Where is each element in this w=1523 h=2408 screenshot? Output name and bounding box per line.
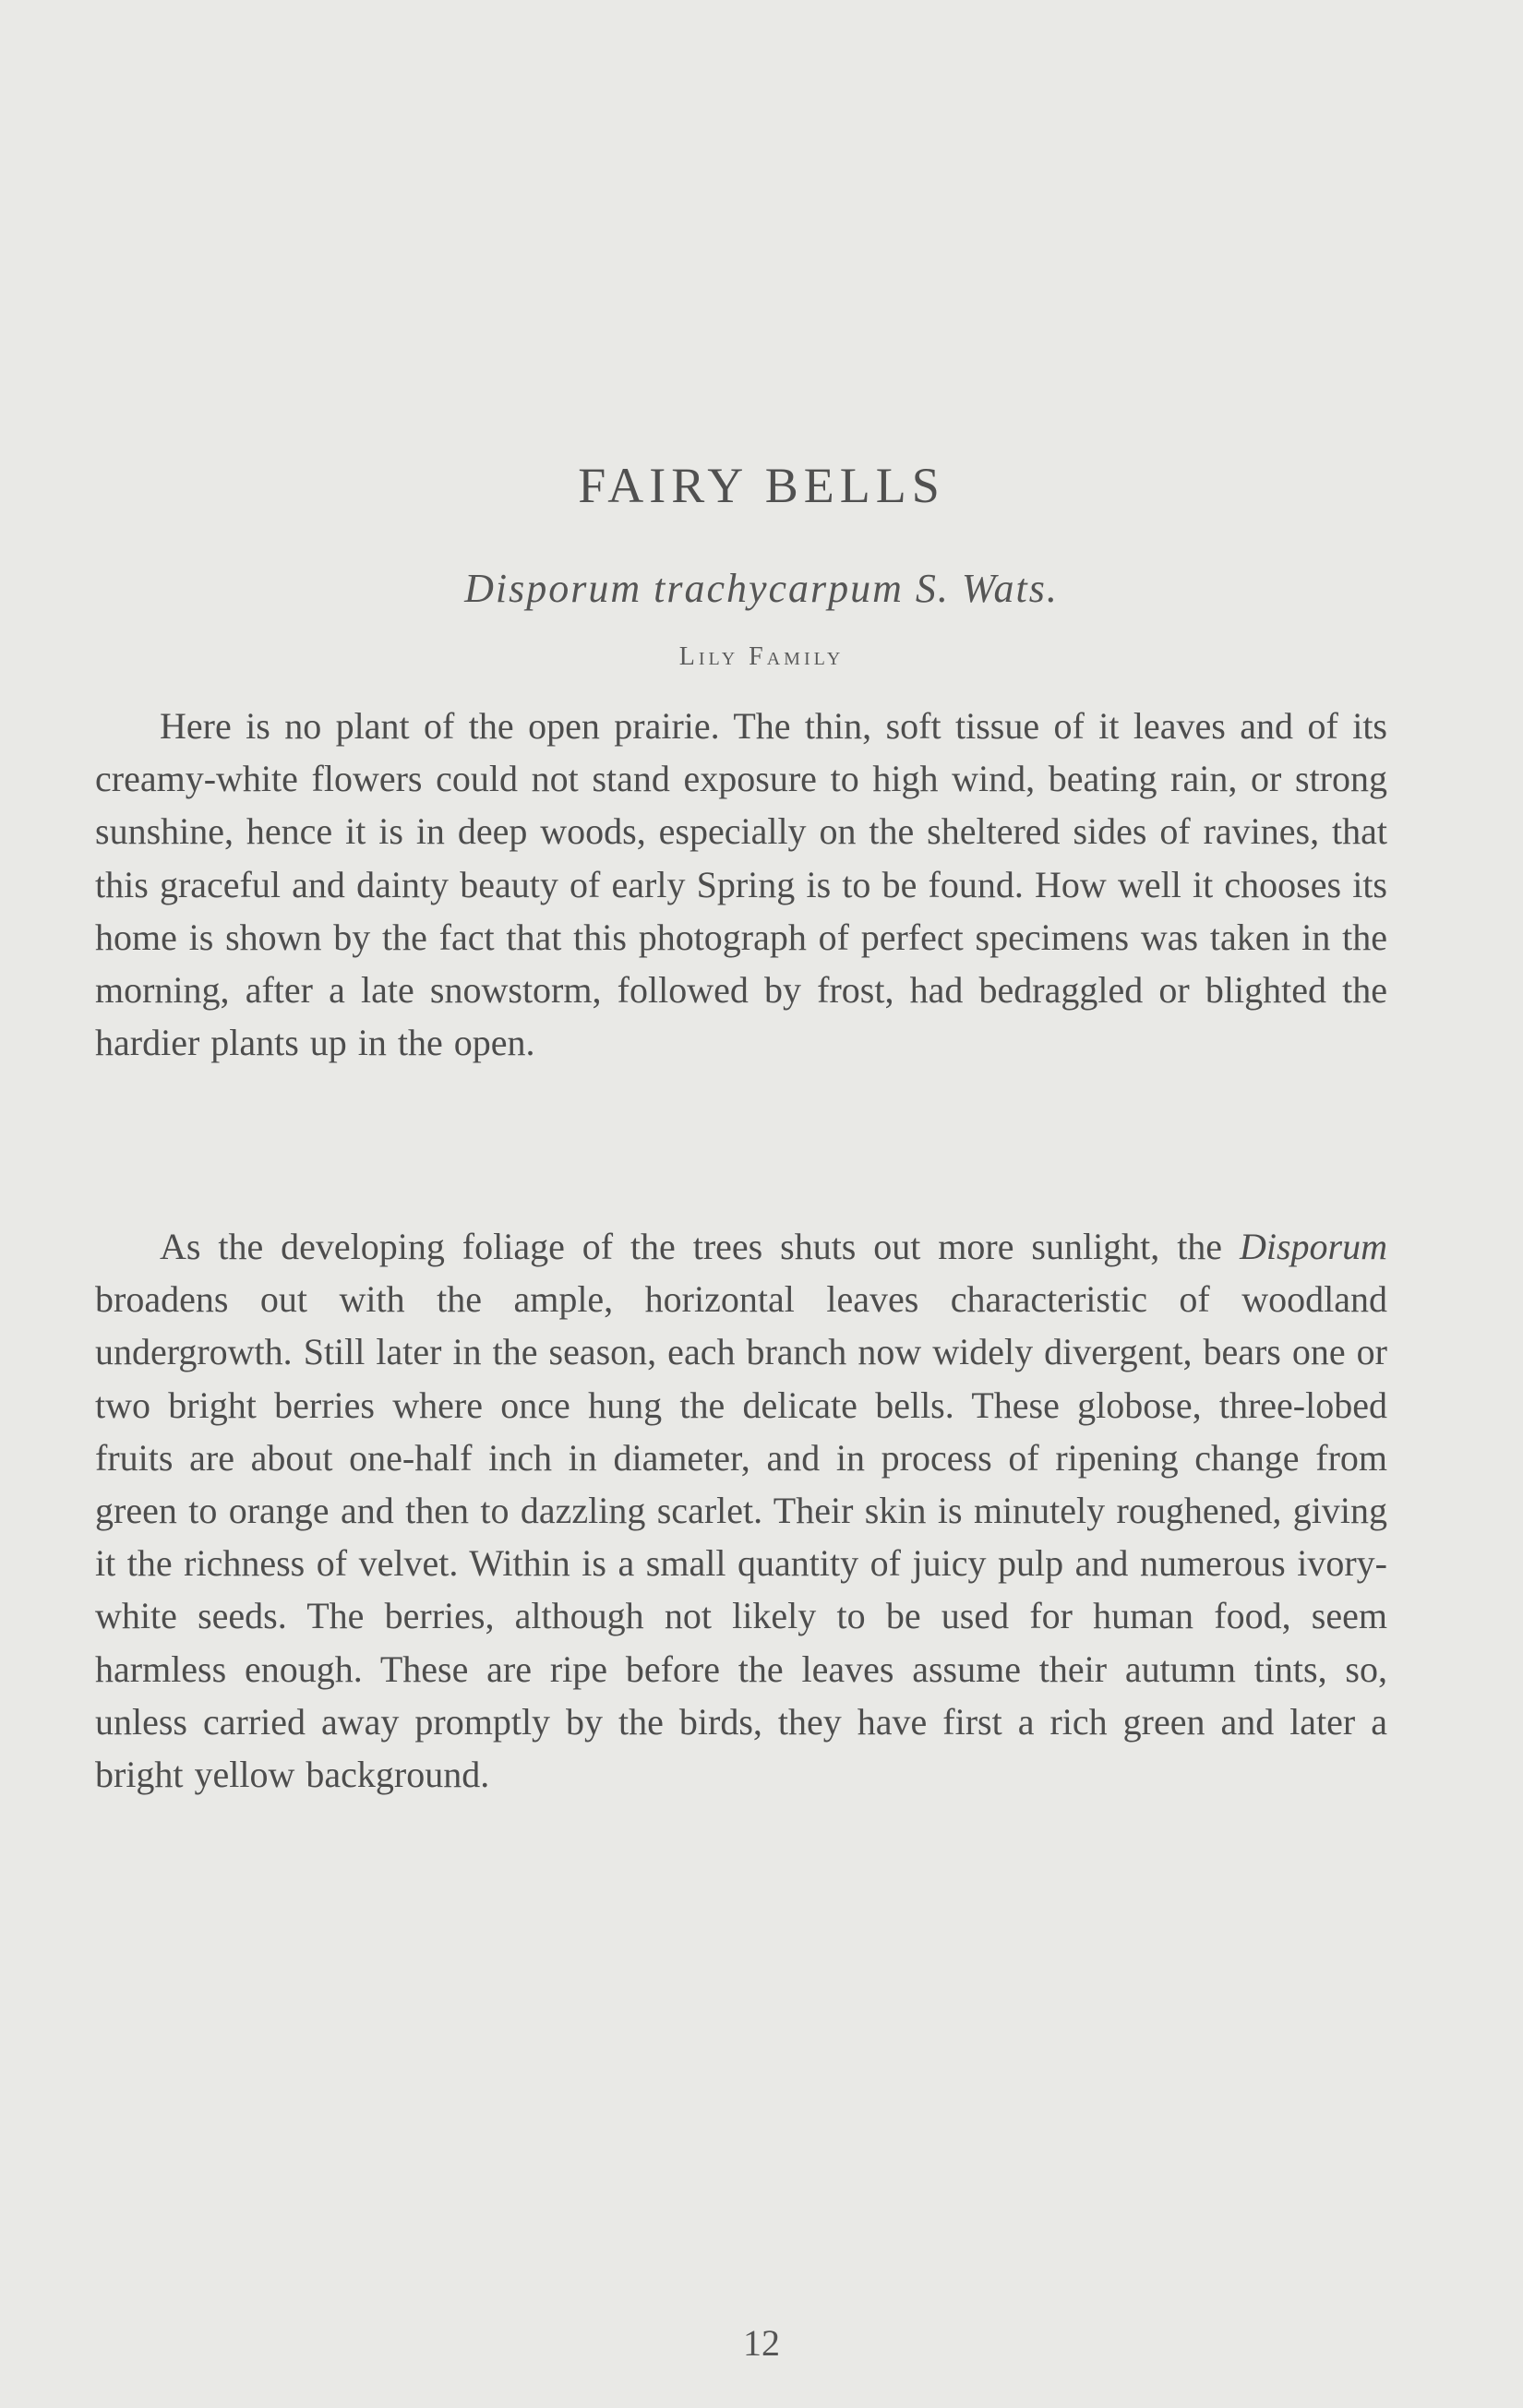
paragraph-2-genus-italic: Disporum [1239,1226,1387,1267]
paragraph-2 [95,1220,1387,1801]
page-title: FAIRY BELLS [578,458,945,513]
scientific-name: Disporum trachycarpum S. Wats. [464,566,1059,611]
paragraph-2-text-before: As the developing foliage of the trees shuts out more sunlight, the [160,1226,1240,1267]
plant-family: Lily Family [678,642,845,671]
page-number: 12 [743,2322,780,2364]
paragraph-2-text-after: broadens out with the ample, horizontal leaves characteristic of woodland undergrowth. Still later in the season, each branch now widely divergent, bears one or two bright berries where once hung the delicate bells. These globose, three-lobed fruits are about one-half inch in diameter, and in process of ripening change from green to orange and then to dazzling scarlet. Their skin is minutely roughened, giving it the richness of velvet. Within is a small quantity of juicy pulp and numerous ivory-white seeds. The berries, although not likely to be used for human food, seem harmless enough. These are ripe before the leaves assume their autumn tints, so, unless carried away promptly by the birds, they have first a rich green and later a bright yellow background. [95,1278,1387,1796]
paragraph-1: Here is no plant of the open prairie. The thin, soft tissue of it leaves and of its creamy-white flowers could not stand exposure to high wind, beating rain, or strong sunshine, hence it is in deep woods, especially on the sheltered sides of ravines, that this graceful and dainty beauty of early Spring is to be found. How well it chooses its home is shown by the fact that this photograph of perfect specimens was taken in the morning, after a late snowstorm, followed by frost, had bedraggled or blighted the hardier plants up in the open. [95,705,1387,1064]
